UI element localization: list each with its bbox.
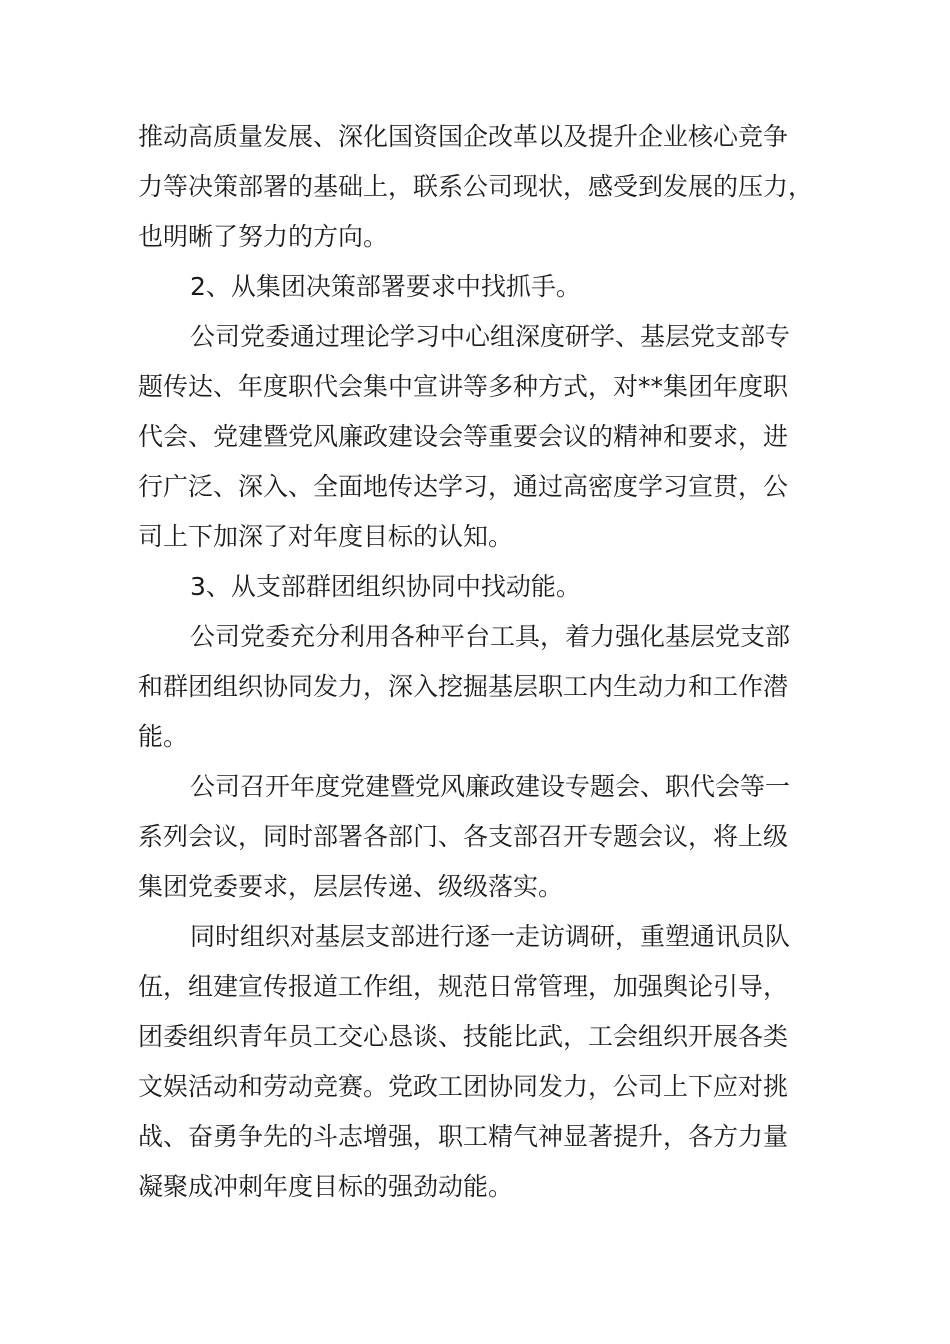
- section-heading: 2、从集团决策部署要求中找抓手。: [190, 272, 581, 301]
- text-line: 团委组织青年员工交心恳谈、技能比武，工会组织开展各类: [138, 1022, 789, 1051]
- text-line: 公司党委通过理论学习中心组深度研学、基层党支部专: [190, 322, 791, 351]
- text-line: 文娱活动和劳动竞赛。党政工团协同发力，公司上下应对挑: [138, 1072, 789, 1101]
- text-line: 能。: [138, 722, 189, 751]
- text-line: 公司召开年度党建暨党风廉政建设专题会、职代会等一: [190, 772, 791, 801]
- text-line: 公司党委充分利用各种平台工具，着力强化基层党支部: [190, 622, 791, 651]
- text-line: 司上下加深了对年度目标的认知。: [138, 522, 514, 551]
- paragraph-3: [138, 312, 828, 562]
- paragraph-6: [138, 762, 828, 912]
- text-line: 题传达、年度职代会集中宣讲等多种方式，对**集团年度职: [138, 372, 789, 401]
- paragraph-1: [138, 112, 828, 262]
- text-line: 行广泛、深入、全面地传达学习，通过高密度学习宣贯，公: [138, 472, 789, 501]
- section-heading: 3、从支部群团组织协同中找动能。: [190, 572, 581, 601]
- text-line: 集团党委要求，层层传递、级级落实。: [138, 872, 564, 901]
- heading-2: [138, 262, 828, 312]
- text-line: 同时组织对基层支部进行逐一走访调研，重塑通讯员队: [190, 922, 791, 951]
- paragraph-5: [138, 612, 828, 762]
- heading-3: [138, 562, 828, 612]
- text-line: 也明晰了努力的方向。: [138, 222, 389, 251]
- text-line: 系列会议，同时部署各部门、各支部召开专题会议，将上级: [138, 822, 789, 851]
- text-line: 力等决策部署的基础上，联系公司现状，感受到发展的压力，: [138, 172, 814, 201]
- text-line: 和群团组织协同发力，深入挖掘基层职工内生动力和工作潜: [138, 672, 789, 701]
- text-line: 凝聚成冲刺年度目标的强劲动能。: [138, 1172, 514, 1201]
- text-line: 推动高质量发展、深化国资国企改革以及提升企业核心竞争: [138, 122, 789, 151]
- text-line: 战、奋勇争先的斗志增强，职工精气神显著提升，各方力量: [138, 1122, 789, 1151]
- text-line: 伍，组建宣传报道工作组，规范日常管理，加强舆论引导，: [138, 972, 789, 1001]
- text-line: 代会、党建暨党风廉政建设会等重要会议的精神和要求，进: [138, 422, 789, 451]
- paragraph-7: [138, 912, 828, 1212]
- document-body: [138, 112, 828, 1212]
